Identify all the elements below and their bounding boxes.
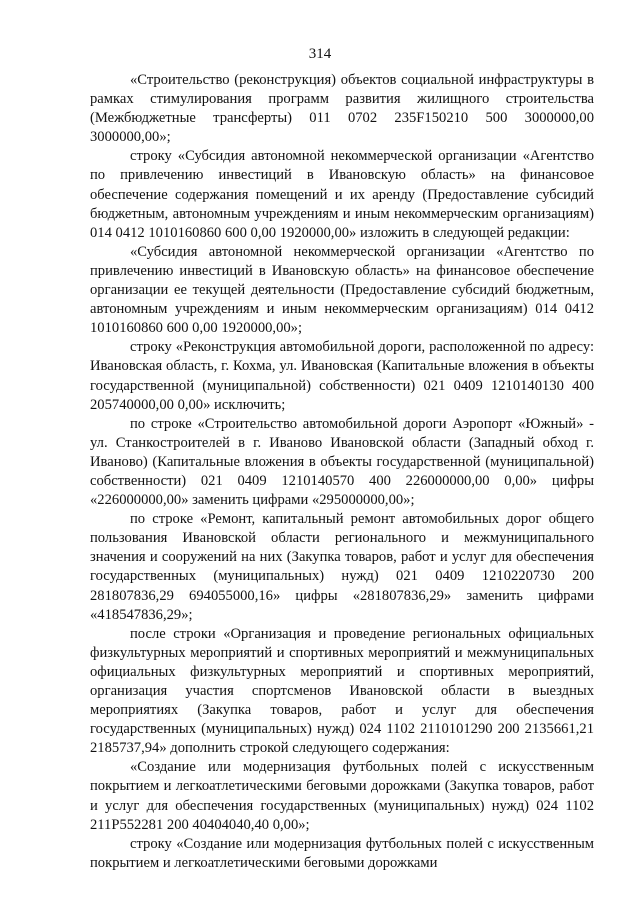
paragraph: по строке «Ремонт, капитальный ремонт автомобильных дорог общего пользования Ивановской области регионального и межмуниципального значения и сооружений на них (Закупка товаров, работ и услуг для обеспечения государственных (муниципальных) нужд) 021 0409 1210220730 200 281807836,29 694055000,16» цифры «281807836,29» заменить цифрами «418547836,29»;	[90, 511, 594, 623]
paragraph: «Создание или модернизация футбольных полей с искусственным покрытием и легкоатлетическими беговыми дорожками (Закупка товаров, работ и услуг для обеспечения государственных (муниципальных) нужд) 024 1102 211P552281 200 40404040,40 0,00»;	[90, 759, 594, 833]
document-body	[90, 71, 594, 873]
paragraph: строку «Создание или модернизация футбольных полей с искусственным покрытием и легкоатлетическими беговыми дорожками	[90, 835, 594, 871]
paragraph: по строке «Строительство автомобильной дороги Аэропорт «Южный» - ул. Станкостроителей в г. Иваново Ивановской области (Западный обход г. Иваново) (Капитальные вложения в объекты государственной (муниципальной) собственности) 021 0409 1210140570 400 226000000,00 0,00» цифры «226000000,00» заменить цифрами «295000000,00»;	[90, 415, 594, 509]
paragraph: после строки «Организация и проведение региональных официальных физкультурных мероприятий и спортивных мероприятий и межмуниципальных официальных физкультурных мероприятий и спортивных мероприятий, организация участия спортсменов Ивановской области в выездных мероприятиях (Закупка товаров, работ и услуг для обеспечения государственных (муниципальных) нужд) 024 1102 2110101290 200 2135661,21 2185737,94» дополнить строкой следующего содержания:	[90, 625, 594, 757]
paragraph: «Строительство (реконструкция) объектов социальной инфраструктуры в рамках стимулирования программ развития жилищного строительства (Межбюджетные трансферты) 011 0702 235F150210 500 3000000,00 3000000,00»;	[90, 72, 594, 146]
page-number: 314	[308, 46, 332, 62]
paragraph: «Субсидия автономной некоммерческой организации «Агентство по привлечению инвестиций в Ивановскую область» на финансовое обеспечение организации ее текущей деятельности (Предоставление субсидий бюджетным, автономным учреждениям и иным некоммерческим организациям) 014 0412 1010160860 600 0,00 1920000,00»;	[90, 243, 594, 337]
paragraph: строку «Реконструкция автомобильной дороги, расположенной по адресу: Ивановская область, г. Кохма, ул. Ивановская (Капитальные вложения в объекты государственной (муниципальной) собственности) 021 0409 1210140130 400 205740000,00 0,00» исключить;	[90, 339, 594, 413]
paragraph: строку «Субсидия автономной некоммерческой организации «Агентство по привлечению инвестиций в Ивановскую область» на финансовое обеспечение содержания помещений и их аренду (Предоставление субсидий бюджетным, автономным учреждениям и иным некоммерческим организациям) 014 0412 1010160860 600 0,00 1920000,00» изложить в следующей редакции:	[90, 148, 594, 241]
